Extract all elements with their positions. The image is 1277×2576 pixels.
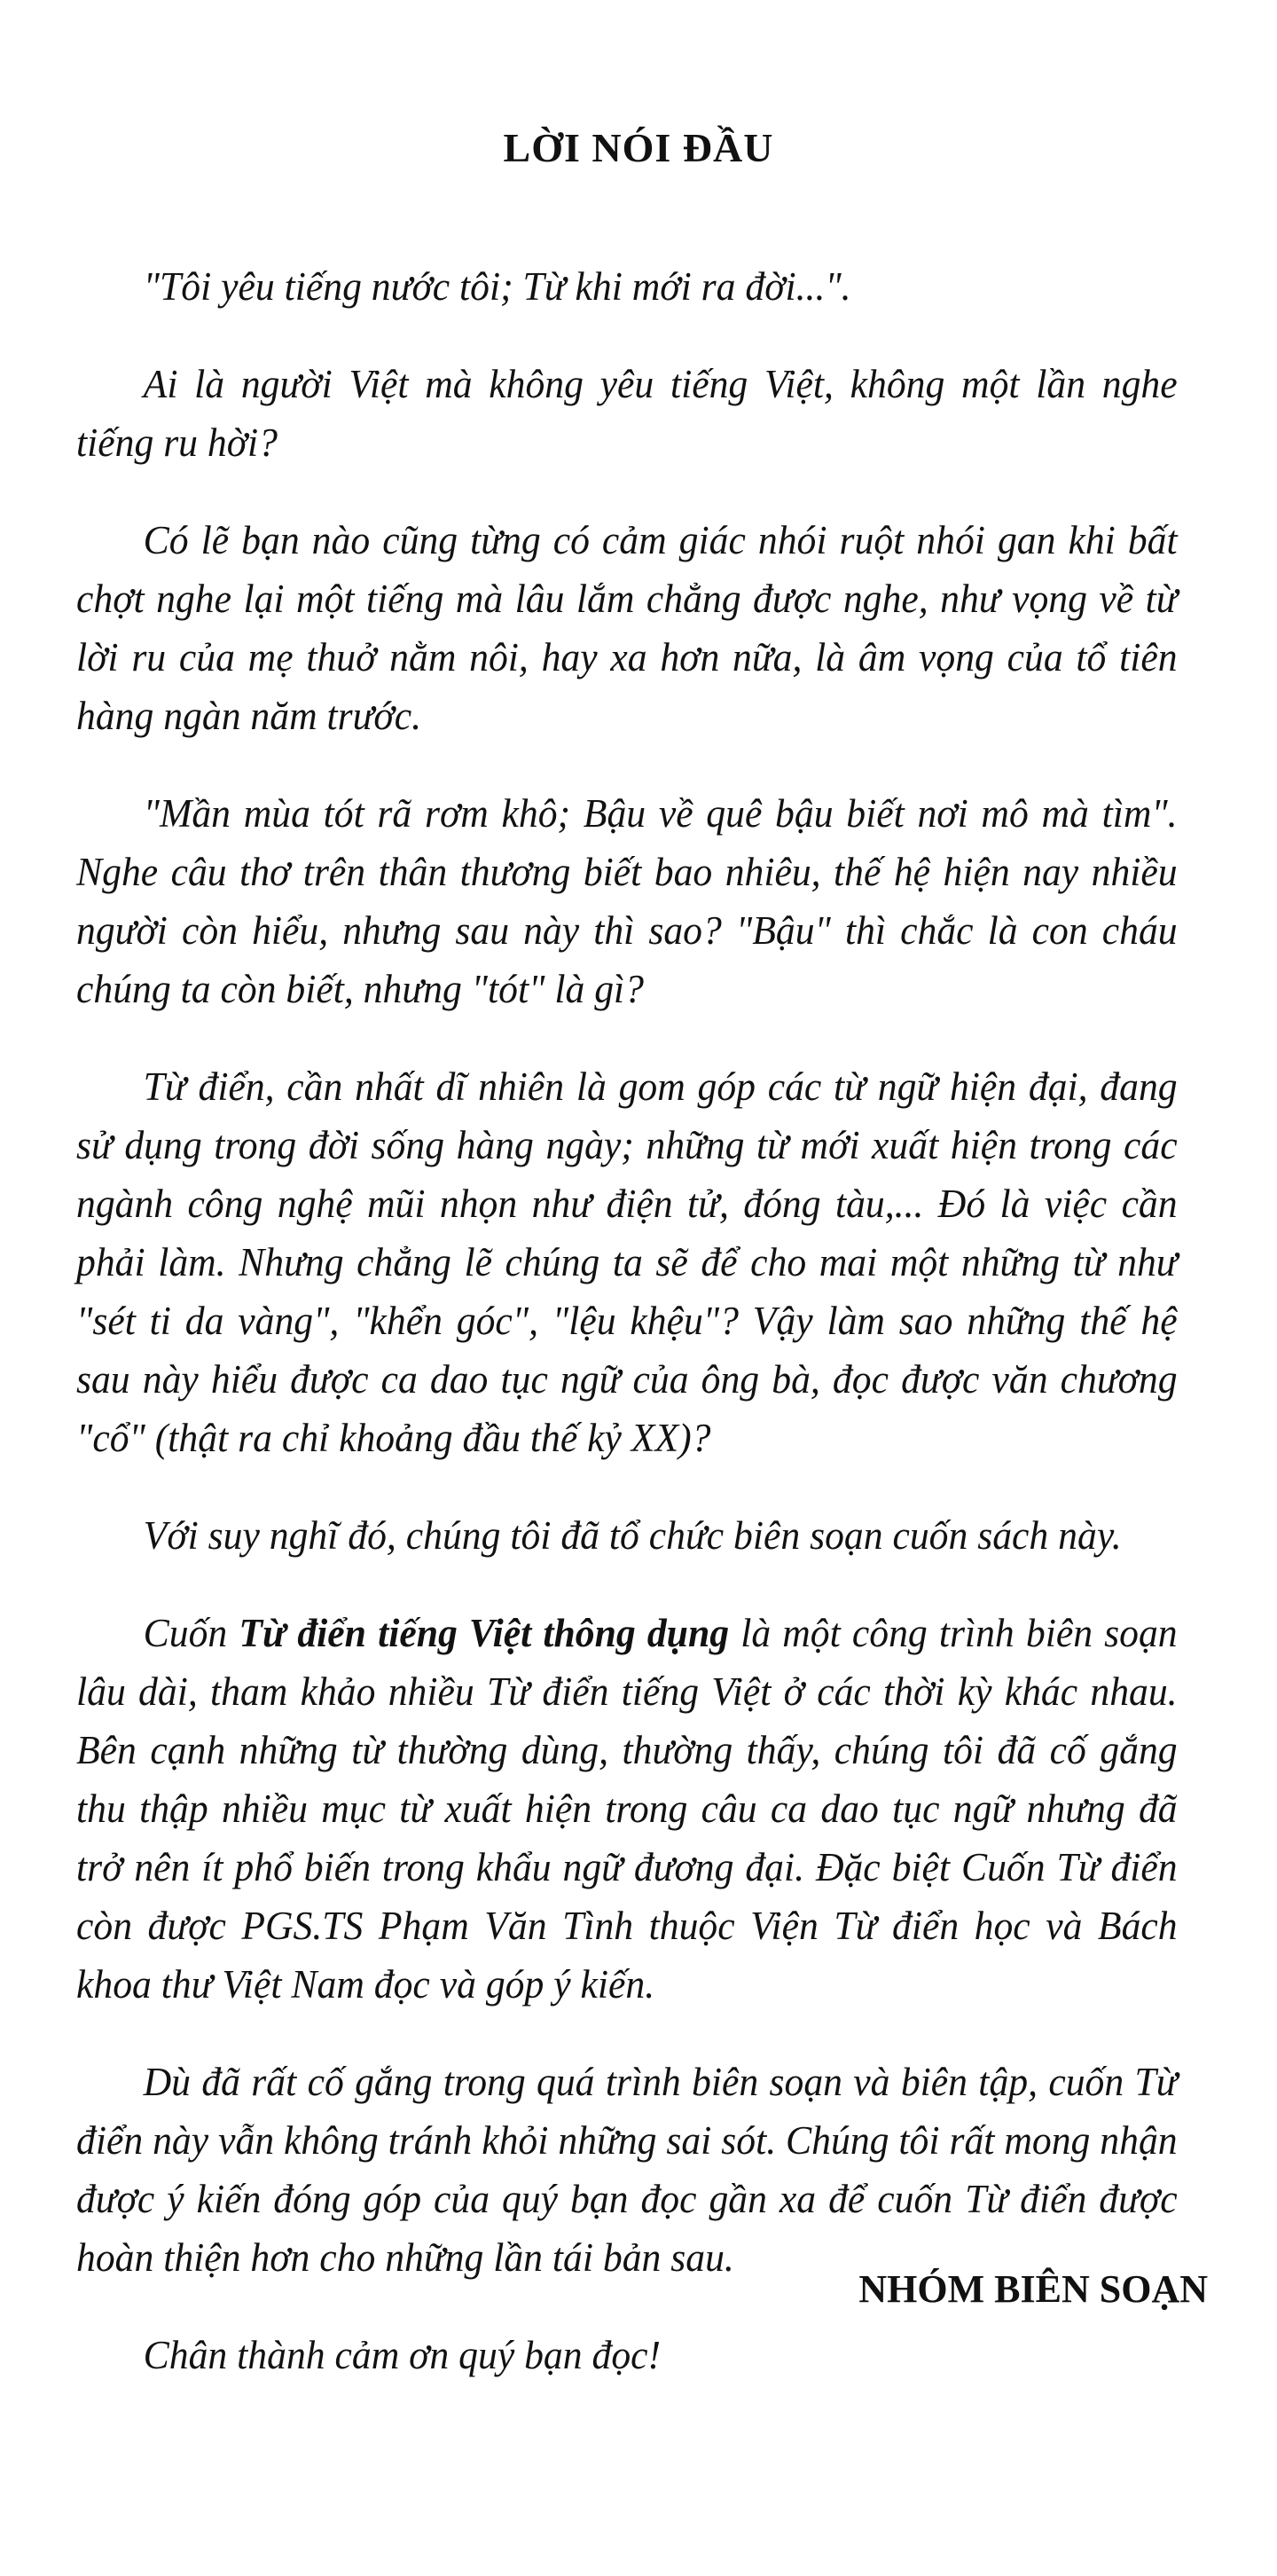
text-segment: Cuốn [143,1611,239,1655]
paragraph-book-intro [76,1604,1178,2014]
paragraph: Dù đã rất cố gắng trong quá trình biên soạn và biên tập, cuốn Từ điển này vẫn không tránh khỏi những sai sót. Chúng tôi rất mong nhận được ý kiến đóng góp của quý bạn đọc gần xa để cuốn Từ điển được hoàn thiện hơn cho những lần tái bản sau. [76,2060,1178,2280]
signature: NHÓM BIÊN SOẠN [858,2267,1208,2311]
paragraph: Ai là người Việt mà không yêu tiếng Việt, không một lần nghe tiếng ru hời? [76,362,1178,465]
paragraph-quote: "Tôi yêu tiếng nước tôi; Từ khi mới ra đời...". [143,264,851,309]
paragraph: Với suy nghĩ đó, chúng tôi đã tổ chức biên soạn cuốn sách này. [143,1513,1122,1558]
book-title-bold: Từ điển tiếng Việt thông dụng [239,1611,730,1655]
preface-body [76,257,1211,2423]
paragraph: "Mần mùa tót rã rơm khô; Bậu về quê bậu biết nơi mô mà tìm". Nghe câu thơ trên thân thương biết bao nhiêu, thế hệ hiện nay nhiều người còn hiểu, nhưng sau này thì sao? "Bậu" thì chắc là con cháu chúng ta còn biết, nhưng "tót" là gì? [76,791,1178,1011]
page-title: LỜI NÓI ĐẦU [503,125,774,170]
paragraph: Có lẽ bạn nào cũng từng có cảm giác nhói ruột nhói gan khi bất chợt nghe lại một tiếng mà lâu lắm chẳng được nghe, như vọng về từ lời ru của mẹ thuở nằm nôi, hay xa hơn nữa, là âm vọng của tổ tiên hàng ngàn năm trước. [76,518,1178,738]
text-segment: là một công trình biên soạn lâu dài, tham khảo nhiều Từ điển tiếng Việt ở các thời kỳ khác nhau. Bên cạnh những từ thường dùng, thường thấy, chúng tôi đã cố gắng thu thập nhiều mục từ xuất hiện trong câu ca dao tục ngữ nhưng đã trở nên ít phổ biến trong khẩu ngữ đương đại. Đặc biệt Cuốn Từ điển còn được PGS.TS Phạm Văn Tình thuộc Viện Từ điển học và Bách khoa thư Việt Nam đọc và góp ý kiến. [76,1611,1178,2007]
paragraph-thanks: Chân thành cảm ơn quý bạn đọc! [143,2333,662,2377]
paragraph: Từ điển, cần nhất dĩ nhiên là gom góp các từ ngữ hiện đại, đang sử dụng trong đời sống hàng ngày; những từ mới xuất hiện trong các ngành công nghệ mũi nhọn như điện tử, đóng tàu,... Đó là việc cần phải làm. Nhưng chẳng lẽ chúng ta sẽ để cho mai một những từ như "sét ti da vàng", "khển góc", "lệu khệu"? Vậy làm sao những thế hệ sau này hiểu được ca dao tục ngữ của ông bà, đọc được văn chương "cổ" (thật ra chỉ khoảng đầu thế kỷ XX)? [76,1064,1178,1460]
